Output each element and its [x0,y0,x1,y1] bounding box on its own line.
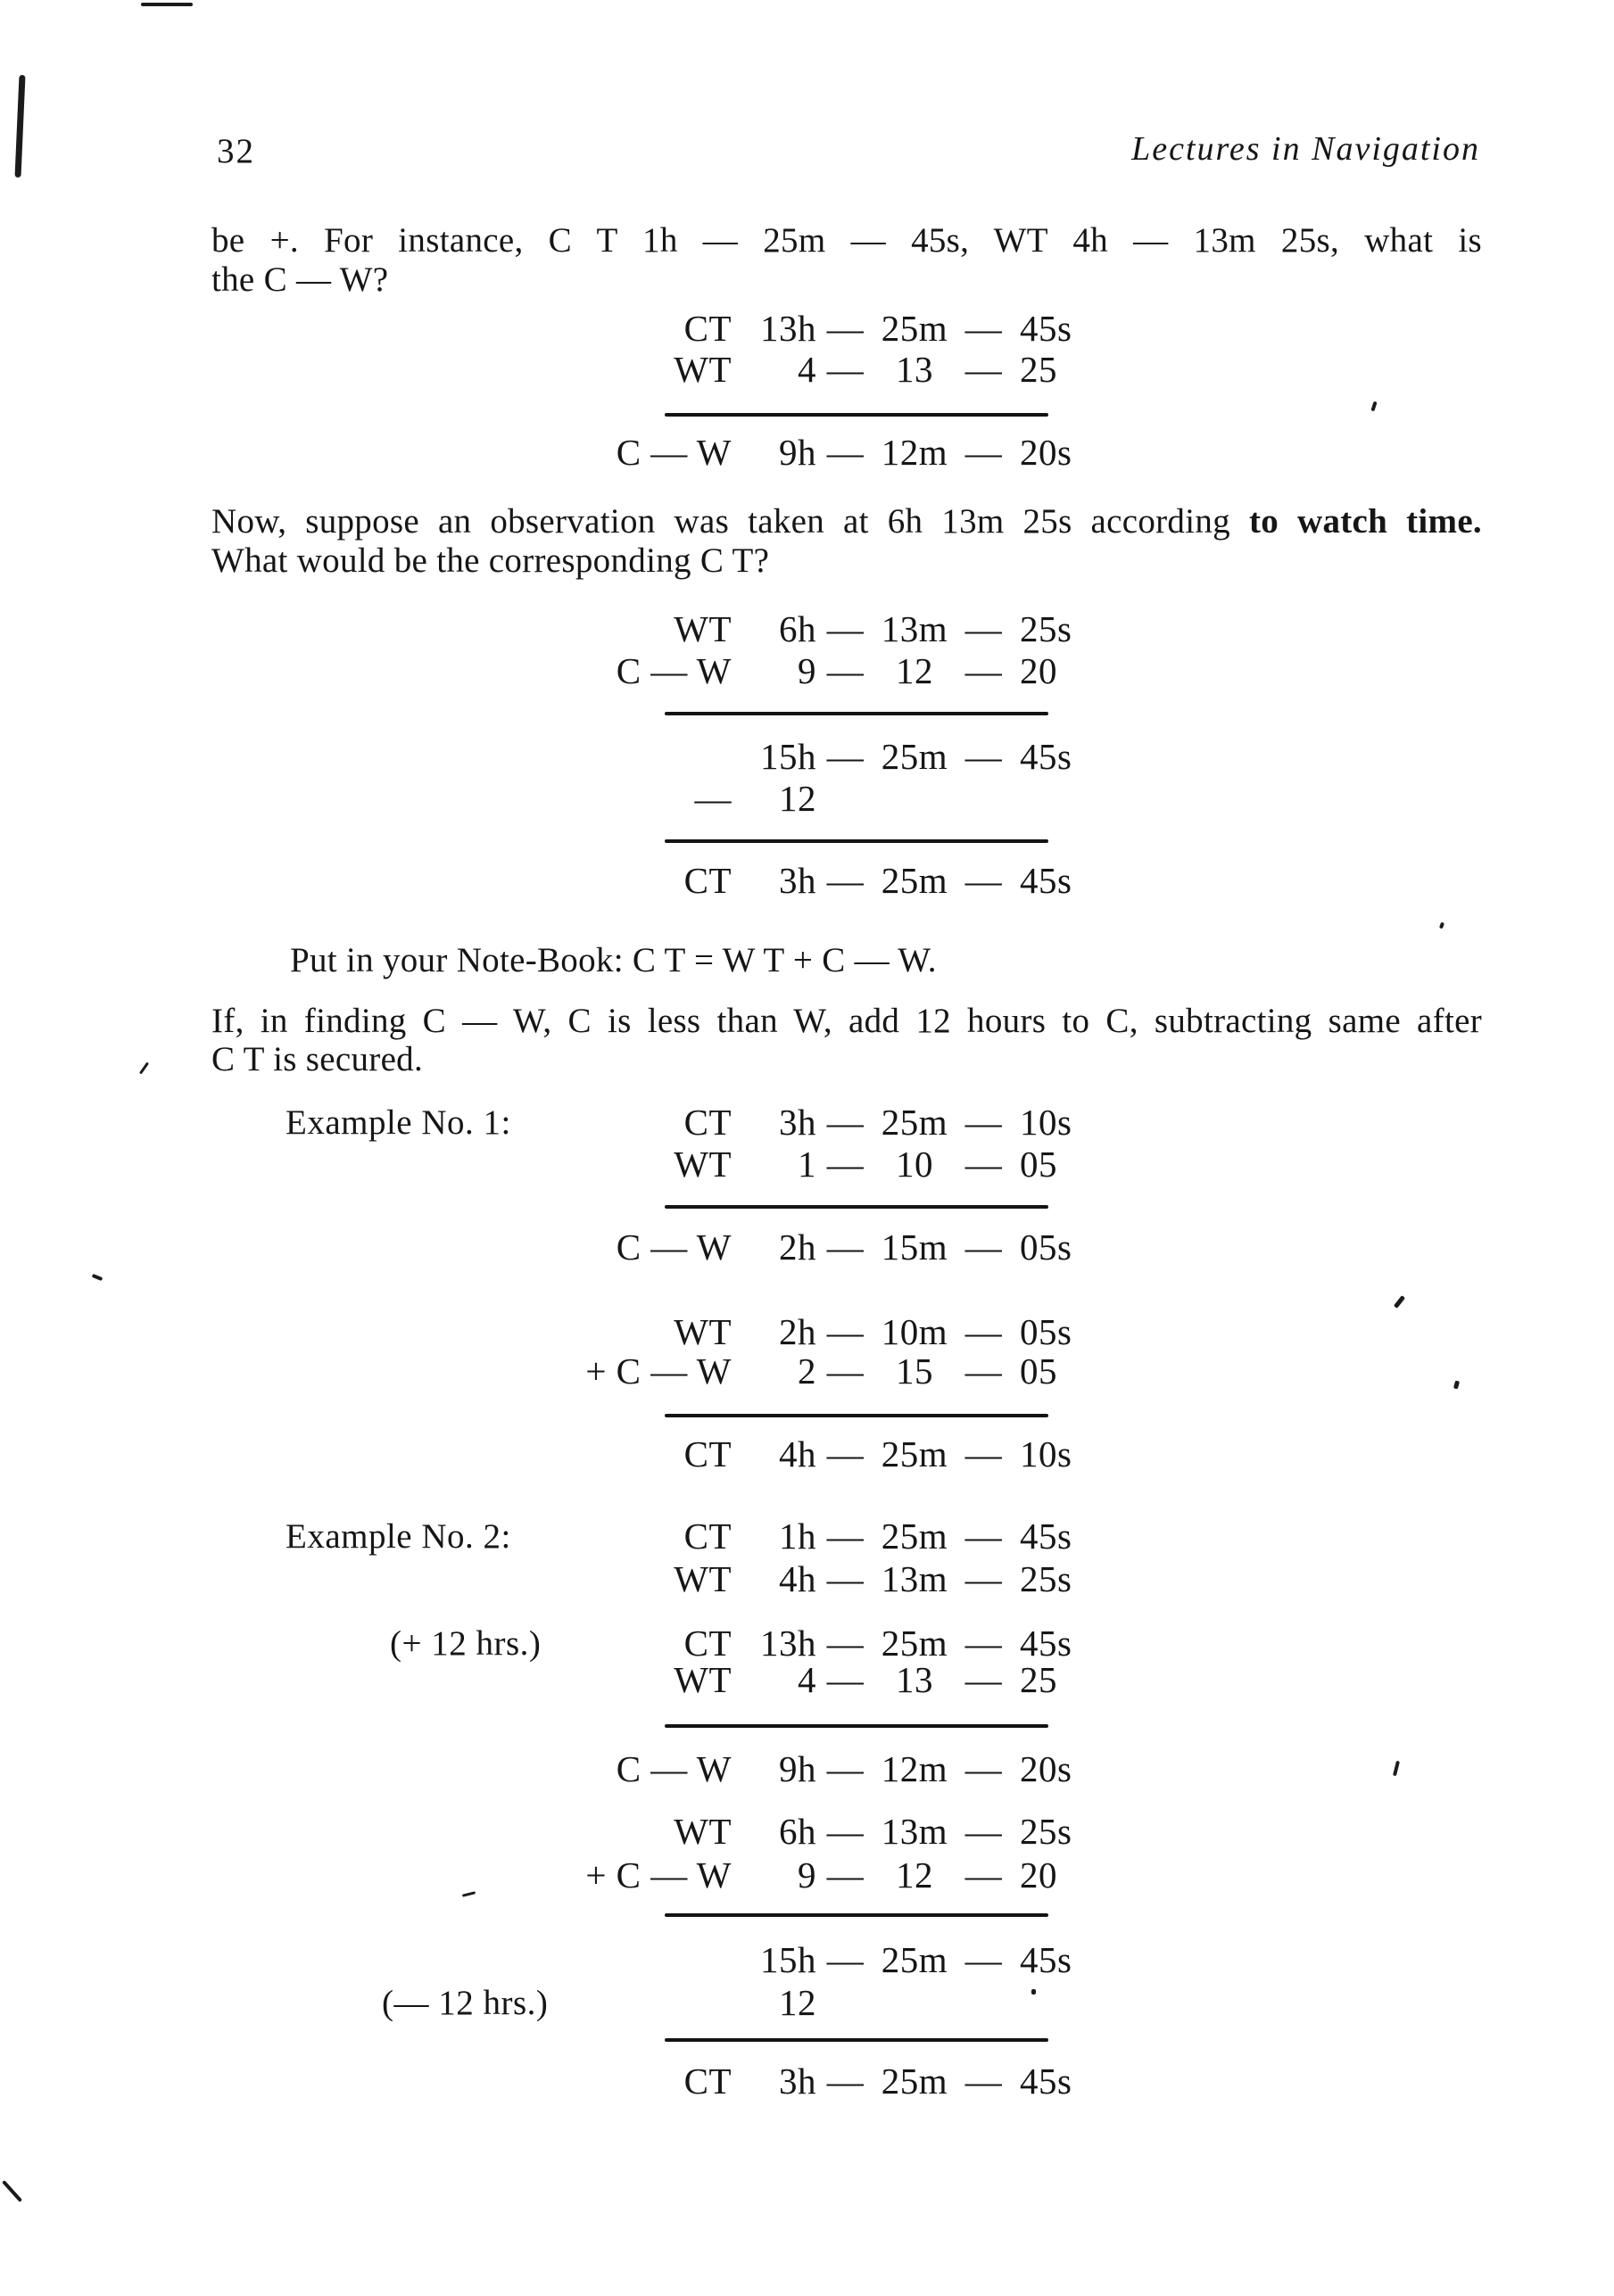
ink-speck [92,1274,103,1281]
row-label: WT [674,1144,732,1185]
dash: — [826,349,865,390]
calc-row [522,1811,1102,1852]
hours-value: 4h [779,1433,816,1474]
dash: — [826,1748,865,1789]
dash: — [826,1811,865,1852]
row-label: CT [683,308,732,349]
hours-value: 4 [798,1659,816,1700]
hours-value: 3h [779,860,816,901]
seconds-value: 05s [1020,1311,1072,1352]
dash: — [826,1516,865,1557]
seconds-value: 20s [1020,1748,1072,1789]
dash: — [964,308,1003,349]
minutes-value: 25m [881,1102,948,1143]
ink-speck [141,3,193,6]
notebook-formula: Put in your Note-Book: C T = W T + C — W. [290,941,937,979]
hours-value: 2h [779,1311,816,1352]
seconds-value: 45s [1020,308,1072,349]
calc-row [522,1982,1102,2023]
dash: — [964,1558,1003,1599]
minutes-value: 25m [881,1623,948,1664]
calc-row [522,778,1102,819]
seconds-value: 20 [1020,650,1057,691]
ink-speck [1453,1381,1460,1390]
row-label: CT [683,2061,732,2102]
calc-row [522,1659,1102,1700]
seconds-value: 25 [1020,349,1057,390]
calc-row [522,650,1102,691]
ink-stroke [14,75,25,178]
intro-line-1: be +. For instance, C T 1h — 25m — 45s, WT 4h — 13m 25s, what is [211,221,1482,260]
dash: — [964,1433,1003,1474]
minutes-value: 13 [896,1659,933,1700]
dash: — [826,1433,865,1474]
seconds-value: 05 [1020,1350,1057,1392]
sum-rule [665,712,1048,715]
dash: — [826,432,865,473]
dash: — [964,1854,1003,1895]
calc-row [522,432,1102,473]
hours-value: 4h [779,1558,816,1599]
sum-rule [665,839,1048,843]
calc-row [522,1748,1102,1789]
seconds-value: 45s [1020,736,1072,777]
seconds-value: 25s [1020,608,1072,649]
calc-row [522,349,1102,390]
dash: — [964,650,1003,691]
hours-value: 1 [798,1144,816,1185]
seconds-value: 45s [1020,860,1072,901]
hours-value: 13h [760,308,816,349]
row-label: CT [683,860,732,901]
calc-row [522,1854,1102,1895]
dash: — [964,1144,1003,1185]
row-label: CT [683,1102,732,1143]
sum-rule [665,1205,1048,1209]
calc-row [522,1102,1102,1143]
example-2-label: Example No. 2: [286,1516,511,1556]
ink-speck [1439,922,1444,929]
calc-row [522,1311,1102,1352]
minutes-value: 10 [896,1144,933,1185]
hours-value: 15h [760,1939,816,1980]
calc-row [522,1350,1102,1392]
minutes-value: 25m [881,2061,948,2102]
row-label: C — W [616,1748,732,1789]
dash: — [826,1311,865,1352]
hours-value: 12 [779,1982,816,2023]
hours-value: 2h [779,1226,816,1268]
hours-value: 9h [779,432,816,473]
ink-speck [1370,401,1377,412]
dash: — [964,1623,1003,1664]
calc-row [522,308,1102,349]
plus-12-hrs-label: (+ 12 hrs.) [390,1623,542,1663]
sum-rule [665,1913,1048,1917]
minutes-value: 25m [881,308,948,349]
observation-line-2: What would be the corresponding C T? [211,541,770,580]
ink-speck [1393,1761,1400,1776]
dash: — [826,308,865,349]
minutes-value: 10m [881,1311,948,1352]
row-label: C — W [616,650,732,691]
dash: — [826,1623,865,1664]
dash: — [964,2061,1003,2102]
seconds-value: 45s [1020,2061,1072,2102]
seconds-value: 10s [1020,1102,1072,1143]
dash: — [964,736,1003,777]
ink-speck [462,1891,476,1897]
row-label: CT [683,1433,732,1474]
hours-value: 3h [779,1102,816,1143]
hours-value: 6h [779,1811,816,1852]
dash: — [826,1102,865,1143]
hours-value: 3h [779,2061,816,2102]
sum-rule [665,1414,1048,1417]
dash: — [964,1659,1003,1700]
dash: — [826,1854,865,1895]
seconds-value: 45s [1020,1939,1072,1980]
dash: — [964,1102,1003,1143]
observation-line-1 [211,501,1482,542]
seconds-value: 45s [1020,1623,1072,1664]
minutes-value: 12m [881,432,948,473]
row-label: WT [674,349,732,390]
calc-row [522,2061,1102,2102]
seconds-value: 25s [1020,1811,1072,1852]
calc-row [522,860,1102,901]
example-1-label: Example No. 1: [286,1103,511,1142]
dash: — [964,1939,1003,1980]
hours-value: 4 [798,349,816,390]
hours-value: 9h [779,1748,816,1789]
dash: — [826,1558,865,1599]
sum-rule [665,413,1048,417]
calc-row [522,1144,1102,1185]
calc-row [522,1558,1102,1599]
running-header-title: Lectures in Navigation [1131,130,1480,168]
dash: — [826,650,865,691]
dash: — [964,1748,1003,1789]
minus-12-hrs-label: (— 12 hrs.) [382,1983,549,2022]
row-label: + C — W [585,1350,732,1392]
seconds-value: 25s [1020,1558,1072,1599]
minutes-value: 13m [881,1558,948,1599]
calc-row [522,1226,1102,1268]
minutes-value: 12 [896,1854,933,1895]
dash: — [964,1516,1003,1557]
minutes-value: 25m [881,1433,948,1474]
row-label: CT [683,1623,732,1664]
dash: — [826,860,865,901]
calc-row [522,736,1102,777]
calc-row [522,1433,1102,1474]
observation-text: Now, suppose an observation was taken at 6h 13m 25s according [211,502,1249,541]
rule-line-1: If, in finding C — W, C is less than W, add 12 hours to C, subtracting same after [211,1002,1482,1040]
calc-row [522,608,1102,649]
minutes-value: 12m [881,1748,948,1789]
seconds-value: 45s [1020,1516,1072,1557]
calc-row [522,1516,1102,1557]
hours-value: 12 [779,778,816,819]
row-label: + C — W [585,1854,732,1895]
row-label: C — W [616,432,732,473]
hours-value: 9 [798,1854,816,1895]
row-label: WT [674,1311,732,1352]
minutes-value: 25m [881,860,948,901]
minutes-value: 15m [881,1226,948,1268]
minutes-value: 25m [881,736,948,777]
dash: — [826,608,865,649]
page-number: 32 [217,132,255,170]
rule-line-2: C T is secured. [211,1040,424,1078]
row-label: WT [674,1558,732,1599]
row-label: WT [674,608,732,649]
intro-line-2: the C — W? [211,260,389,299]
minutes-value: 13m [881,608,948,649]
dash: — [964,1811,1003,1852]
dash: — [964,1311,1003,1352]
ink-speck [1394,1295,1405,1309]
row-label: C — W [616,1226,732,1268]
ink-speck [139,1061,149,1074]
minutes-value: 15 [896,1350,933,1392]
dash: — [826,736,865,777]
calc-row [522,1939,1102,1980]
minutes-value: 12 [896,650,933,691]
dash: — [826,1350,865,1392]
hours-value: 13h [760,1623,816,1664]
dash: — [826,1226,865,1268]
seconds-value: 05 [1020,1144,1057,1185]
row-label: WT [674,1659,732,1700]
sum-rule [665,1724,1048,1728]
row-label: WT [674,1811,732,1852]
minutes-value: 13 [896,349,933,390]
dash: — [964,608,1003,649]
dash: — [826,1144,865,1185]
dash: — [826,2061,865,2102]
hours-value: 9 [798,650,816,691]
dash: — [964,1226,1003,1268]
dash: — [964,1350,1003,1392]
ink-stroke [2,2180,22,2202]
dash: — [826,1939,865,1980]
sum-rule [665,2038,1048,2042]
seconds-value: 05s [1020,1226,1072,1268]
dash: — [964,432,1003,473]
minutes-value: 25m [881,1939,948,1980]
hours-value: 15h [760,736,816,777]
observation-text-bold: to watch time. [1248,502,1482,541]
dash: — [964,860,1003,901]
seconds-value: 20 [1020,1854,1057,1895]
minutes-value: 13m [881,1811,948,1852]
hours-value: 1h [779,1516,816,1557]
minutes-value: 25m [881,1516,948,1557]
hours-value: 6h [779,608,816,649]
hours-value: 2 [798,1350,816,1392]
seconds-value: 25 [1020,1659,1057,1700]
row-label: — [694,778,732,819]
row-label: CT [683,1516,732,1557]
dash: — [826,1659,865,1700]
dash: — [964,349,1003,390]
seconds-value: 10s [1020,1433,1072,1474]
seconds-value: 20s [1020,432,1072,473]
